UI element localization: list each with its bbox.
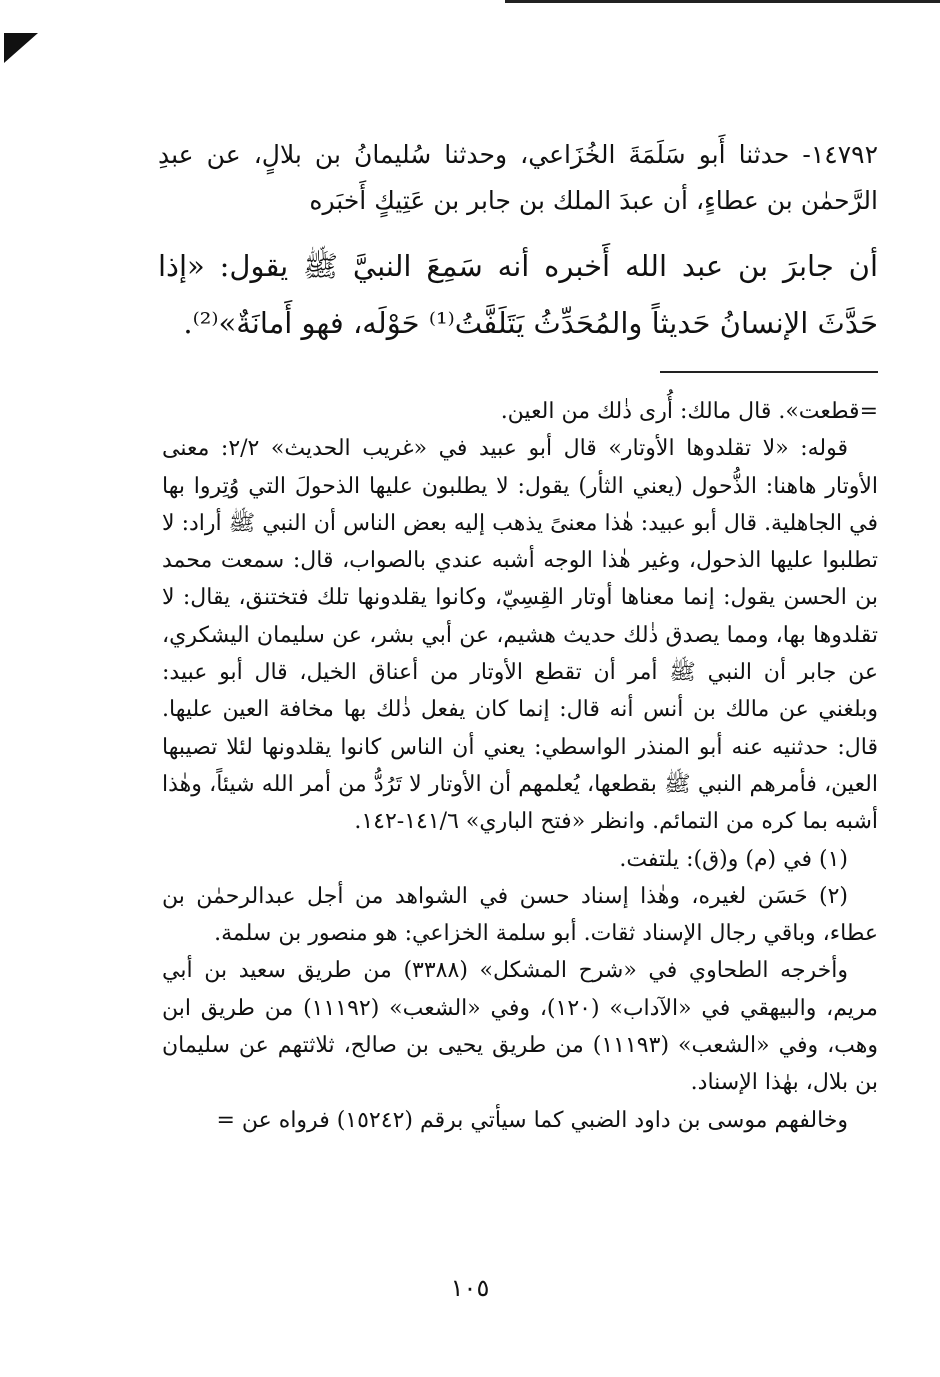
top-border-line [505, 0, 940, 3]
footnote-2: (٢) حَسَن لغيره، وهٰذا إسناد حسن في الشواهد من أجل عبدالرحمٰن بن عطاء، وباقي رجال الإسناد ثقات. أبو سلمة الخزاعي: هو منصور بن سلمة. [162, 883, 878, 947]
footnote-paragraph: قوله: «لا تقلدوها الأوتار» قال أبو عبيد في «غريب الحديث» ٢/٢: معنى الأوتار هاهنا: الذُّحول (يعني الثأر) يقول: لا يطلبون عليها الذحولَ التي وُتِروا بها في الجاهلية. قال أبو عبيد: هٰذا معنىً يذهب إليه بعض الناس أن النبي ﷺ أراد: لا تطلبوا عليها الذحول، وغير هٰذا الوجه أشبه عندي بالصواب، قال: سمعت محمد بن الحسن يقول: إنما معناها أوتار القِسِيّ، وكانوا يقلدونها تلك فتختنق، يقال: لا تقلدوها بها، ومما يصدق ذٰلك حديث هشيم، عن أبي بشر، عن سليمان اليشكري، عن جابر أن النبي ﷺ أمر أن تقطع الأوتار من أعناق الخيل، قال أبو عبيد: وبلغني عن مالك بن أنس أنه قال: إنما كان يفعل ذٰلك بها مخافة العين عليها. قال: حدثنيه عنه أبو المنذر الواسطي: يعني أن الناس كانوا يقلدونها لئلا تصيبها العين، فأمرهم النبي ﷺ بقطعها، يُعلمهم أن الأوتار لا تَرُدُّ من أمر الله شيئاً، وهٰذا أشبه بما كره من التمائم. وانظر «فتح الباري» ١٤١/٦-١٤٢. [162, 436, 878, 835]
footnote-continuation: =قطعت». قال مالك: أُرى ذٰلك من العين. [500, 399, 878, 424]
footnote-separator [660, 371, 878, 373]
matn-text: أن جابرَ بن عبد الله أَخبره أنه سَمِعَ النبيَّ ﷺ يقول: «إذا حَدَّثَ الإنسانُ حَديثاً والمُحَدِّثُ يَتَلَفَّتُ⁽¹⁾ حَوْلَه، فهو أَمانَةٌ»⁽²⁾. [158, 249, 878, 340]
footnote-paragraph: وأخرجه الطحاوي في «شرح المشكل» (٣٣٨٨) من طريق سعيد بن أبي مريم، والبيهقي في «الآداب» (١٢٠)، وفي «الشعب» (١١١٩٢) من طريق ابن وهب، وفي «الشعب» (١١١٩٣) من طريق يحيى بن صالح، ثلاثتهم عن سليمان بن بلال، بهٰذا الإسناد. [162, 958, 879, 1096]
page-number: ١٠٥ [450, 1274, 490, 1302]
hadith-isnad [158, 132, 878, 224]
footnotes [162, 393, 878, 1139]
isnad-text: ١٤٧٩٢- حدثنا أَبو سَلَمَةَ الخُزَاعي، وحدثنا سُليمانُ بن بلالٍ، عن عبدِ الرَّحمٰن بن عطاءٍ، أن عبدَ الملك بن جابر بن عَتِيكٍ أَخبَره [158, 140, 878, 215]
corner-triangle-icon [4, 33, 38, 63]
hadith-matn [158, 238, 878, 352]
footnote-paragraph: وخالفهم موسى بن داود الضبي كما سيأتي برقم (١٥٢٤٢) فرواه عن = [216, 1107, 848, 1133]
footnote-1: (١) في (م) و(ق): يلتفت. [619, 846, 848, 872]
